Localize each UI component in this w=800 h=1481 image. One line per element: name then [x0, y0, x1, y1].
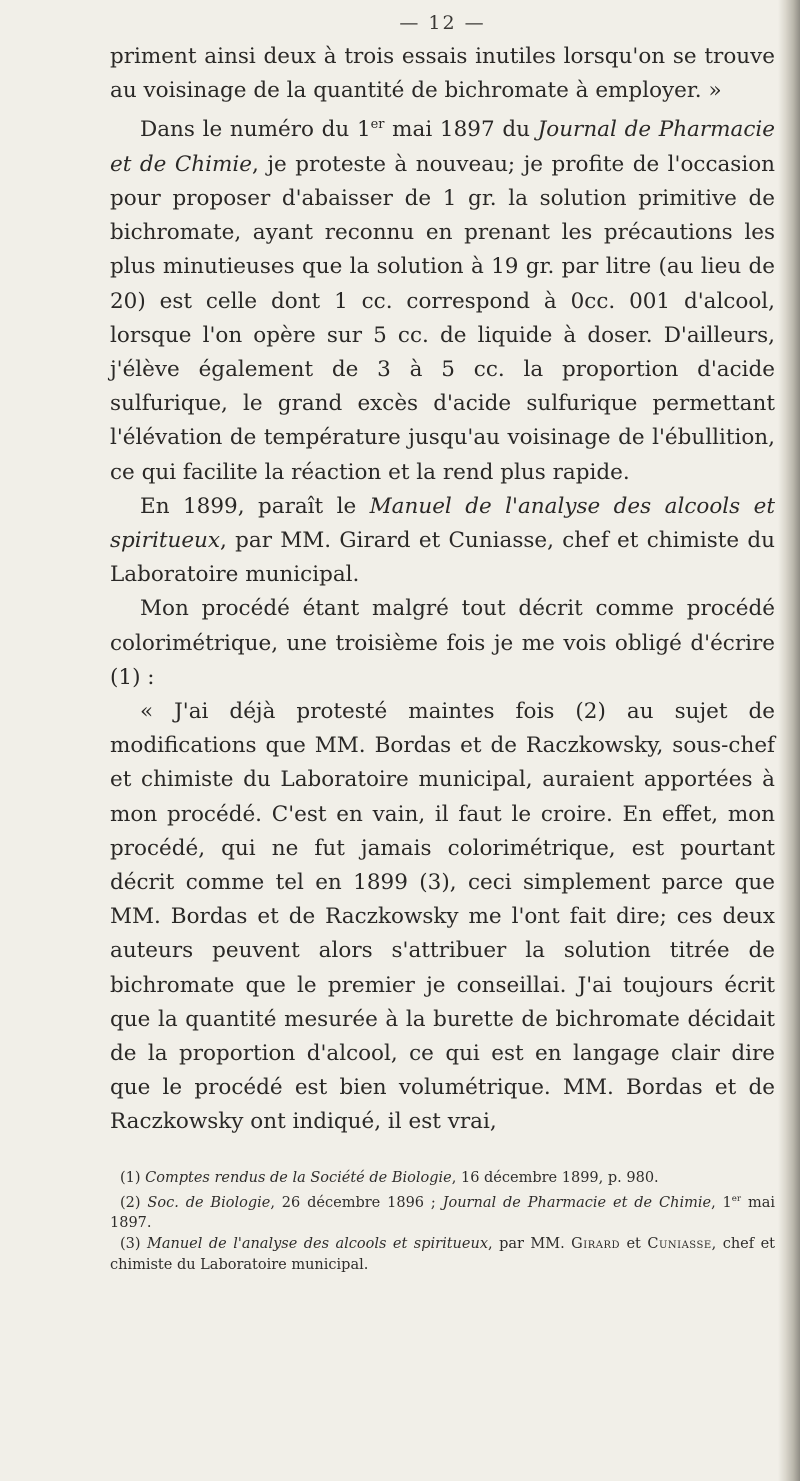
body-text	[110, 40, 775, 1140]
text-run: Dans le numéro du 1	[140, 117, 371, 143]
text-run: er	[731, 1193, 742, 1204]
text-run: Manuel de l'analyse des alcools et spiritueux	[110, 493, 775, 553]
text-run: priment ainsi deux à trois essais inutiles lorsqu'on se trouve au voisinage de la quantité de bichromate à employer. »	[110, 44, 775, 104]
text-run: (3)	[120, 1236, 148, 1253]
page-number: — 12 —	[399, 12, 486, 34]
page-edge-shadow	[778, 0, 800, 1481]
paragraph	[110, 40, 775, 108]
text-run: , je proteste à nouveau; je profite de l'occasion pour proposer d'abaisser de 1 gr. la solution primitive de bichromate, ayant reconnu en prenant les précautions les plus minutieuses que la solution à 19 gr. par litre (au lieu de 20) est celle dont 1 cc. correspond à 0cc. 001 d'alcool, lorsque l'on opère sur 5 cc. de liquide à doser. D'ailleurs, j'élève également de 3 à 5 cc. la proportion d'acide sulfurique, le grand excès d'acide sulfurique permettant l'élévation de température jusqu'au voisinage de l'ébullition, ce qui facilite la réaction et la rend plus rapide.	[110, 151, 775, 485]
text-run: Manuel de l'analyse des alcools et spiritueux	[147, 1236, 488, 1253]
footnote	[110, 1168, 775, 1189]
paragraph	[110, 108, 775, 489]
text-run: Soc. de Biologie	[147, 1194, 271, 1211]
text-run: Journal de Pharmacie et de Chimie	[442, 1194, 712, 1211]
text-run: Comptes rendus de la Société de Biologie	[145, 1169, 452, 1186]
footnote	[110, 1234, 775, 1276]
text-run: , par MM.	[488, 1236, 572, 1253]
text-run: En 1899, paraît le	[140, 493, 370, 519]
text-run: , chef et chimiste du Laboratoire municipal.	[110, 1236, 775, 1274]
text-run: Girard	[571, 1236, 621, 1253]
document-page	[110, 12, 775, 1276]
text-run: , 16 décembre 1899, p. 980.	[451, 1169, 659, 1186]
text-run: et	[620, 1236, 648, 1253]
text-run: Cuniasse	[647, 1236, 712, 1253]
paragraph	[110, 490, 775, 593]
text-run: Journal de Pharmacie et de Chimie	[110, 117, 776, 177]
text-run: (1)	[120, 1169, 146, 1186]
text-run: , par MM. Girard et Cuniasse, chef et chimiste du Laboratoire municipal.	[110, 528, 775, 588]
footnote	[110, 1189, 775, 1235]
text-run: (2)	[120, 1194, 148, 1211]
paragraph	[110, 695, 775, 1140]
text-run: mai 1897.	[110, 1194, 775, 1232]
paragraph	[110, 592, 775, 695]
text-run: , 1	[711, 1194, 732, 1211]
text-run: mai 1897 du	[384, 117, 538, 143]
text-run: , 26 décembre 1896 ;	[270, 1194, 443, 1211]
text-run: Mon procédé étant malgré tout décrit comme procédé colorimétrique, une troisième fois je me vois obligé d'écrire (1) :	[110, 596, 775, 690]
text-run: er	[370, 117, 385, 133]
text-run: « J'ai déjà protesté maintes fois (2) au sujet de modifications que MM. Bordas et de Raczkowsky, sous-chef et chimiste du Laboratoire municipal, auraient apportées à mon procédé. C'est en vain, il faut le croire. En effet, mon procédé, qui ne fut jamais colorimétrique, est pourtant décrit comme tel en 1899 (3), ceci simplement parce que MM. Bordas et de Raczkowsky me l'ont fait dire; ces deux auteurs peuvent alors s'attribuer la solution titrée de bichromate que le premier je conseillai. J'ai toujours écrit que la quantité mesurée à la burette de bichromate décidait de la proportion d'alcool, ce qui est en langage clair dire que le procédé est bien volumétrique. MM. Bordas et de Raczkowsky ont indiqué, il est vrai,	[110, 699, 775, 1135]
footnotes	[110, 1168, 775, 1277]
